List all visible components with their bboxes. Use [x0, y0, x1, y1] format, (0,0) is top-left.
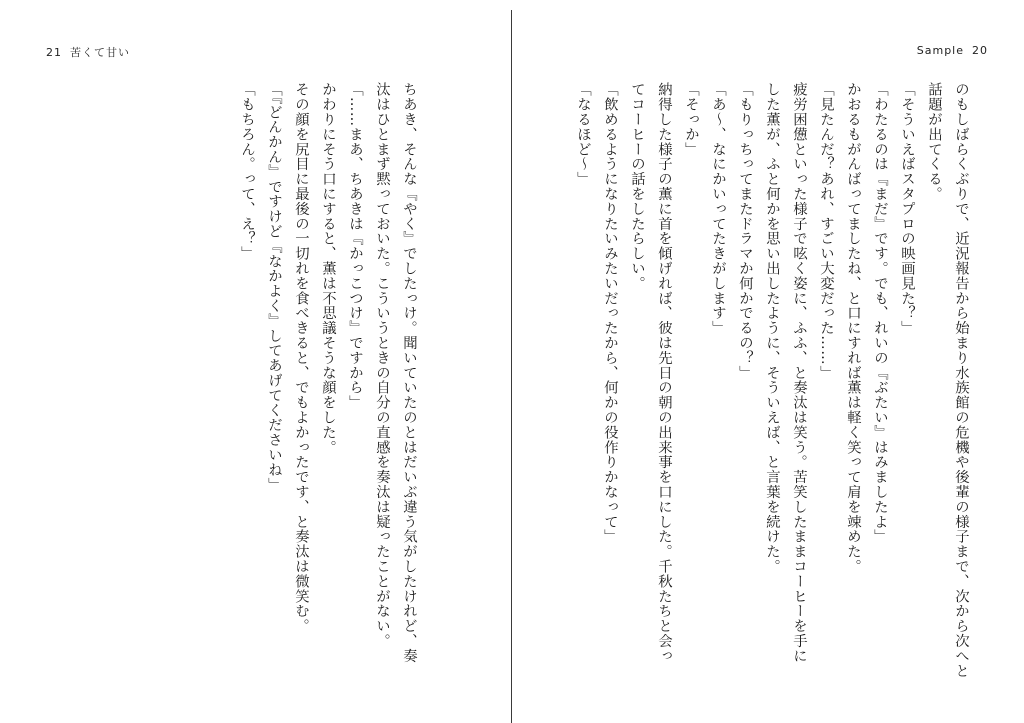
body-line: 「見たんだ？あれ、すごい大変だった……」	[818, 82, 834, 380]
body-line: 「そういえばスタプロの映画見た？」	[899, 82, 915, 336]
body-line: 納得した様子の薫に首を傾げれば、彼は先日の朝の出来事を口にした。千秋たちと会っ	[656, 82, 672, 664]
left-page-header	[46, 44, 130, 60]
right-page-number: 20	[972, 44, 988, 57]
body-line: した薫が、ふと何かを思い出したように、そういえば、と言葉を続けた。	[764, 82, 780, 574]
body-line: ちあき、そんな『やく』でしたっけ。聞いていたのとはだいぶ違う気がしたけれど、奏	[401, 82, 417, 664]
body-line: 疲労困憊といった様子で呟く姿に、ふふ、と奏汰は笑う。苦笑したままコーヒーを手に	[791, 82, 807, 664]
body-line: かおるもがんばってましたね、と口にすれば薫は軽く笑って肩を竦めた。	[845, 82, 861, 574]
left-running-title: 苦くて甘い	[70, 46, 130, 59]
body-line: 「……まあ、ちあきは『かっこつけ』ですから」	[347, 82, 363, 410]
right-running-title: Sample	[916, 44, 964, 57]
body-line: 「そっか」	[683, 82, 699, 157]
body-line: 話題が出てくる。	[926, 82, 942, 202]
body-line: その顔を尻目に最後の一切れを食べきると、でもよかったです、と奏汰は微笑む。	[293, 82, 309, 634]
left-page-body	[232, 82, 422, 692]
body-line: 汰はひとまず黙っておいた。こういうときの自分の直感を奏汰は疑ったことがない。	[374, 82, 390, 649]
body-line: 「もりっちってまたドラマか何かでるの？」	[737, 82, 753, 380]
body-line: てコーヒーの話をしたらしい。	[629, 82, 645, 291]
body-line: かわりにそう口にすると、薫は不思議そうな顔をした。	[320, 82, 336, 455]
body-line: 「なるほど〜」	[575, 82, 591, 187]
body-line: 「『どんかん』ですけど『なかよく』してあげてくださいね」	[266, 82, 282, 492]
right-page-body	[575, 82, 974, 692]
body-line: 「もちろん。って、え？」	[239, 82, 255, 261]
body-line: 「あ〜、なにかいってたきがします」	[710, 82, 726, 336]
body-line: のもしばらくぶりで、近況報告から始まり水族館の危機や後輩の様子まで、次から次へと	[953, 82, 969, 678]
left-page-number: 21	[46, 46, 62, 59]
right-page-header	[917, 44, 988, 57]
body-line: 「わたるのは『まだ』です。でも、れいの『ぶたい』はみましたよ」	[872, 82, 888, 544]
body-line: 「飲めるようになりたいみたいだったから、何かの役作りかなって」	[602, 82, 618, 544]
